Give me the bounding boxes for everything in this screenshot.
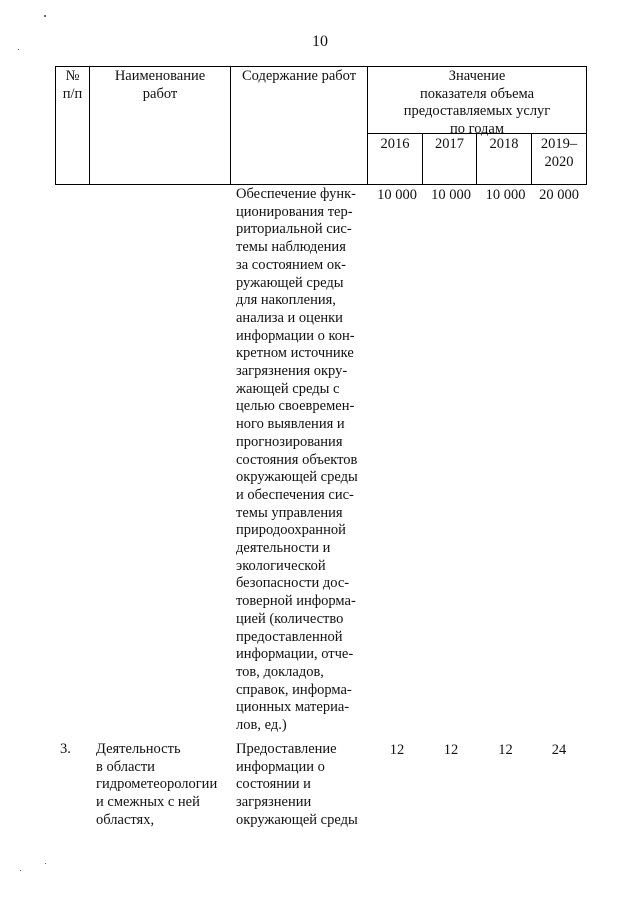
row-value-2018: 12 <box>498 742 513 758</box>
page-number: 10 <box>312 33 328 50</box>
row-value-2016: 10 000 <box>377 187 417 203</box>
header-top-border <box>55 66 587 67</box>
scan-speck <box>20 870 21 871</box>
row-value-2017: 12 <box>443 742 459 758</box>
header-content: Содержание работ <box>241 68 357 84</box>
row-name-cell: Деятельность в области гидрометеорологии и смежных с ней областях, <box>96 741 218 828</box>
row-value-2016: 12 <box>389 742 405 758</box>
header-bottom-border <box>55 184 587 185</box>
row-value-2019-2020: 24 <box>551 742 567 758</box>
col-border-right <box>586 66 587 185</box>
header-year-2018: 2018 <box>489 136 519 152</box>
header-year-2019-2020: 2019– 2020 <box>540 136 578 170</box>
scan-speck <box>18 49 19 50</box>
row-value-2019-2020: 20 000 <box>539 187 579 203</box>
row-number: 3. <box>60 741 71 757</box>
header-num: № п/п <box>62 68 83 102</box>
row-value-2017: 10 000 <box>431 187 471 203</box>
row-content-cell: Предоставление информации о состоянии и загрязнении окружающей среды <box>236 741 358 828</box>
header-value-group: Значение показателя объема предоставляемых услуг по годам <box>403 68 551 138</box>
scan-speck <box>44 15 46 17</box>
header-name: Наименование работ <box>114 68 206 102</box>
row-content-cell: Обеспечение функ- ционирования тер- риториальной сис- темы наблюдения за состоянием ок- ружающей среды для накопления, анализа и оценки информации о кон- кретном источнике загрязнения окру- жающей среды с целью своевремен- ного выявления и прогнозирования состояния объектов окружающей среды и обеспечения сис- темы управления природоохранной деятельности и экологической безопасности дос- товерной информа- цией (количество предоставленной информации, отче- тов, докладов, справок, информа- ционных материа- лов, ед.) <box>236 186 358 734</box>
scan-speck <box>45 863 46 864</box>
header-year-2017: 2017 <box>435 136 464 152</box>
row-value-2018: 10 000 <box>485 187 526 203</box>
header-year-2016: 2016 <box>380 136 410 152</box>
